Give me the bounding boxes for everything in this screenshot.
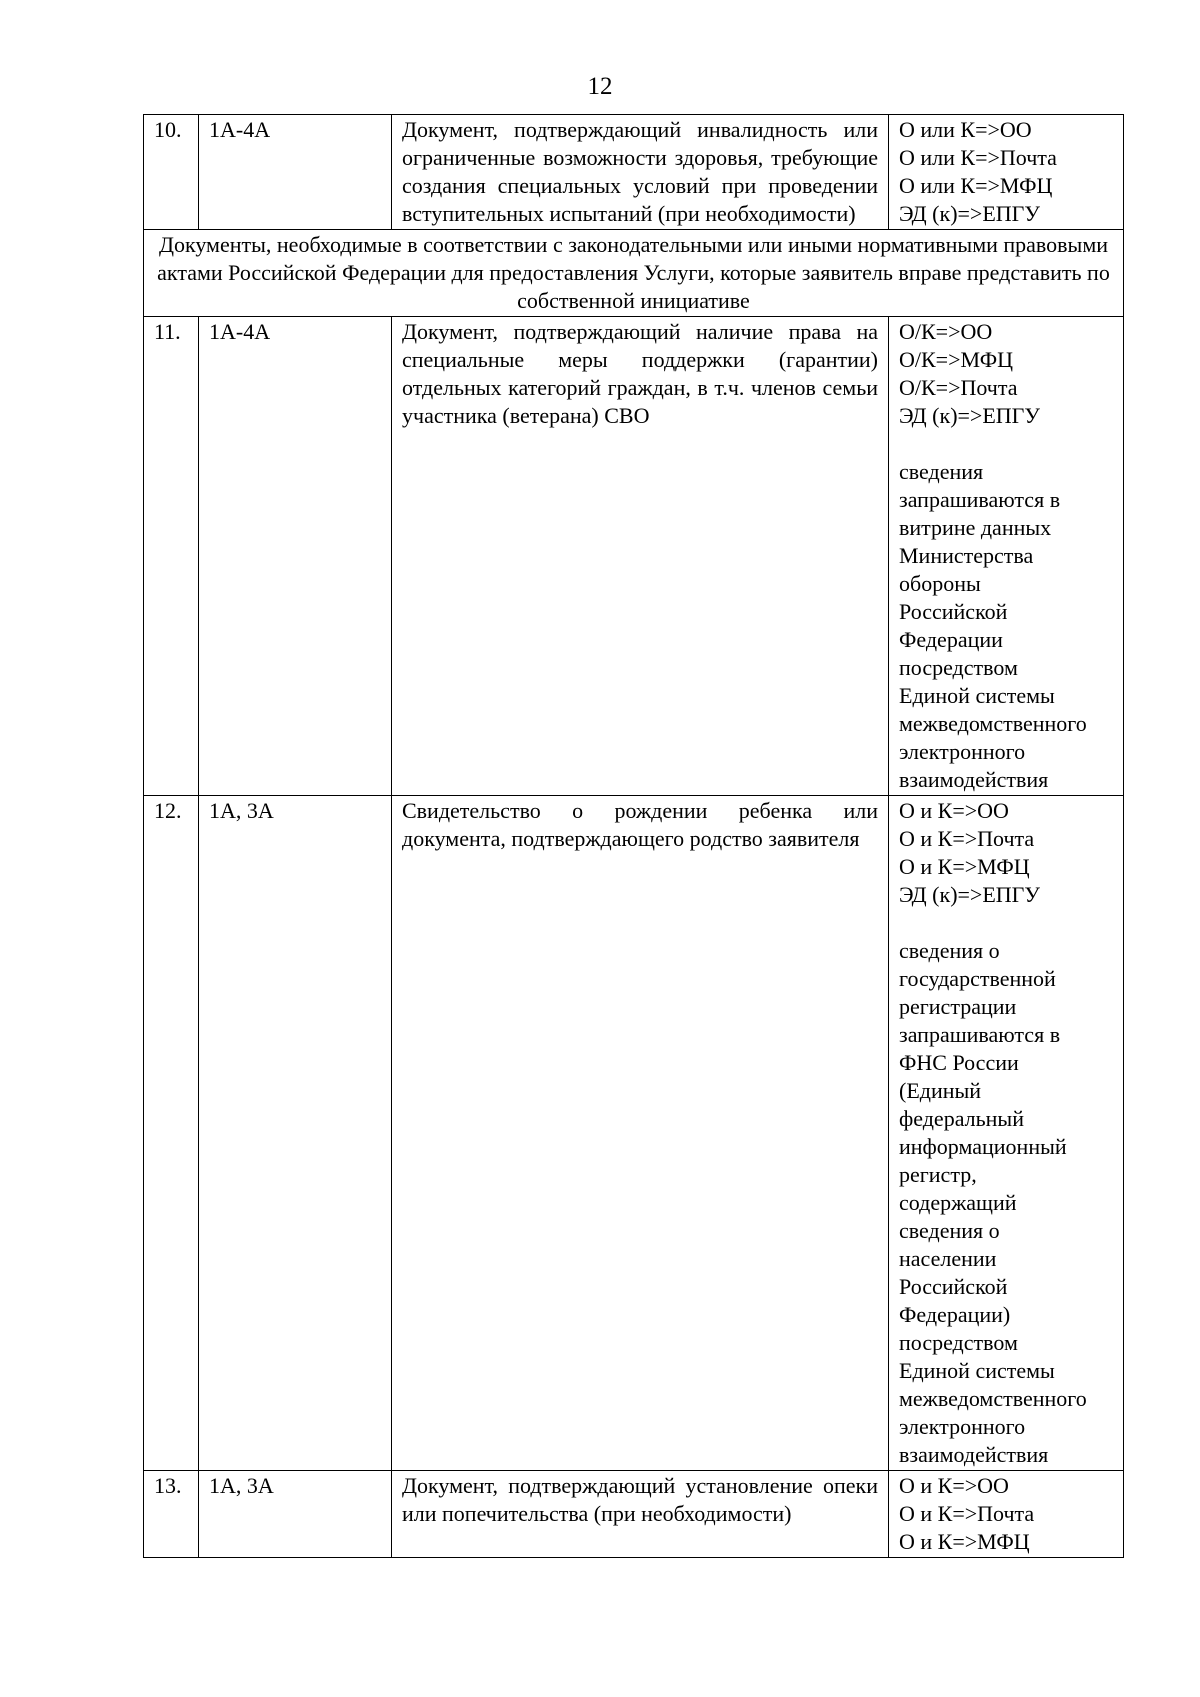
table-row [144, 317, 1124, 796]
note-line: информационный [899, 1134, 1067, 1159]
note-line: сведения о [899, 1218, 1000, 1243]
note-line: Российской [899, 599, 1008, 624]
note-line: запрашиваются в [899, 487, 1061, 512]
submission-method: О и К=>Почта [899, 826, 1035, 851]
documents-table [143, 114, 1124, 1558]
section-heading: Документы, необходимые в соответствии с законодательными или иными нормативными правовыми актами Российской Федерации для предоставления Услуги, которые заявитель вправе представить по собственной инициативе [144, 230, 1124, 317]
document-description: Документ, подтверждающий наличие права на специальные меры поддержки (гарантии) отдельных категорий граждан, в т.ч. членов семьи участника (ветерана) СВО [392, 317, 889, 796]
note-line: Федерации) [899, 1302, 1011, 1327]
submission-method: ЭД (к)=>ЕПГУ [899, 882, 1040, 907]
interagency-note [899, 458, 1113, 794]
note-line: регистр, [899, 1162, 977, 1187]
table-row [144, 796, 1124, 1471]
note-line: содержащий [899, 1190, 1017, 1215]
applicant-category: 1А-4А [199, 115, 392, 230]
submission-method: О или К=>МФЦ [899, 173, 1053, 198]
submission-method: О и К=>МФЦ [899, 1529, 1030, 1554]
interagency-note [899, 937, 1113, 1469]
note-line: межведомственного [899, 711, 1087, 736]
submission-method: О/К=>МФЦ [899, 347, 1014, 372]
submission-methods [889, 1471, 1124, 1558]
note-line: обороны [899, 571, 981, 596]
note-line: витрине данных [899, 515, 1052, 540]
submission-method: О и К=>МФЦ [899, 854, 1030, 879]
row-number: 11. [144, 317, 199, 796]
submission-methods [889, 796, 1124, 1471]
submission-method: О и К=>ОО [899, 798, 1009, 823]
submission-method: ЭД (к)=>ЕПГУ [899, 201, 1040, 226]
submission-method: О и К=>Почта [899, 1501, 1035, 1526]
row-number: 12. [144, 796, 199, 1471]
note-line: Федерации [899, 627, 1003, 652]
table-row [144, 1471, 1124, 1558]
note-line: электронного [899, 1414, 1026, 1439]
section-heading-row [144, 230, 1124, 317]
note-line: федеральный [899, 1106, 1024, 1131]
note-line: Единой системы [899, 1358, 1055, 1383]
applicant-category: 1А, 3А [199, 1471, 392, 1558]
table-row [144, 115, 1124, 230]
note-line: посредством [899, 655, 1018, 680]
note-line: межведомственного [899, 1386, 1087, 1411]
note-line: населении [899, 1246, 997, 1271]
row-number: 10. [144, 115, 199, 230]
submission-method: О и К=>ОО [899, 1473, 1009, 1498]
applicant-category: 1А, 3А [199, 796, 392, 1471]
note-line: запрашиваются в [899, 1022, 1061, 1047]
note-line: посредством [899, 1330, 1018, 1355]
note-line: взаимодействия [899, 1442, 1049, 1467]
submission-method: О или К=>Почта [899, 145, 1057, 170]
submission-method: ЭД (к)=>ЕПГУ [899, 403, 1040, 428]
note-line: сведения [899, 459, 984, 484]
submission-method: О или К=>ОО [899, 117, 1032, 142]
submission-methods [889, 115, 1124, 230]
note-line: взаимодействия [899, 767, 1049, 792]
row-number: 13. [144, 1471, 199, 1558]
document-description: Документ, подтверждающий инвалидность или ограниченные возможности здоровья, требующие создания специальных условий при проведении вступительных испытаний (при необходимости) [392, 115, 889, 230]
note-line: государственной [899, 966, 1056, 991]
note-line: Министерства [899, 543, 1034, 568]
note-line: ФНС России [899, 1050, 1019, 1075]
submission-method: О/К=>ОО [899, 319, 993, 344]
note-line: Российской [899, 1274, 1008, 1299]
note-line: (Единый [899, 1078, 982, 1103]
document-description: Документ, подтверждающий установление опеки или попечительства (при необходимости) [392, 1471, 889, 1558]
note-line: регистрации [899, 994, 1017, 1019]
applicant-category: 1А-4А [199, 317, 392, 796]
note-line: Единой системы [899, 683, 1055, 708]
submission-methods [889, 317, 1124, 796]
page-number: 12 [587, 73, 613, 100]
submission-method: О/К=>Почта [899, 375, 1018, 400]
note-line: электронного [899, 739, 1026, 764]
document-description: Свидетельство о рождении ребенка или документа, подтверждающего родство заявителя [392, 796, 889, 1471]
note-line: сведения о [899, 938, 1000, 963]
